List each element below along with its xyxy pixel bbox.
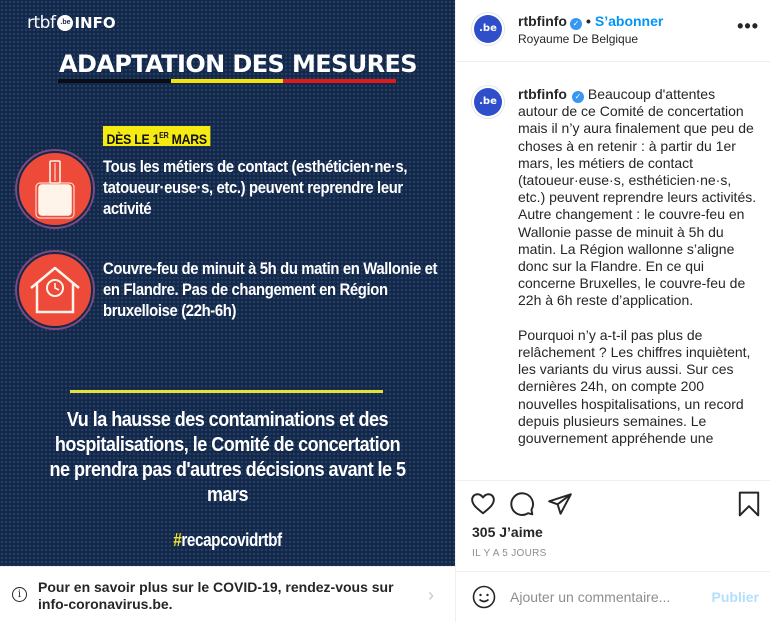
date-tag-suffix: MARS	[168, 131, 207, 147]
logo-badge: .be	[57, 15, 73, 31]
hashtag-text: recapcovidrtbf	[181, 530, 282, 550]
flag-stripe-yellow	[171, 79, 284, 83]
logo-brand: rtbf	[27, 13, 56, 33]
image-headline: ADAPTATION DES MESURES	[59, 50, 417, 78]
house-clock-icon	[17, 252, 93, 328]
heart-icon[interactable]	[470, 491, 496, 517]
info-icon: i	[12, 587, 27, 602]
post-caption	[518, 86, 758, 464]
image-conclusion: Vu la hausse des contaminations et des hospitalisations, le Comité de concertation ne prendra pas d'autres décisions avant le 5 mars	[49, 408, 406, 506]
measure-curfew: Couvre-feu de minuit à 5h du matin en Wallonie et en Flandre. Pas de changement en Région bruxelloise (22h-6h)	[103, 260, 438, 320]
verified-badge-icon: ✓	[572, 91, 584, 103]
caption-paragraph: Pourquoi n’y a-t-il pas plus de relâchement ? Les chiffres inquiètent, les variants du virus aussi. Sur ces dernières 24h, on compte 200 nouvelles hospitalisations, un record depuis plusieurs semaines. Le gouvernement appréhende une	[518, 326, 751, 447]
more-options-icon[interactable]: •••	[737, 16, 759, 36]
hashtag-symbol: #	[173, 530, 182, 550]
logo-section: INFO	[74, 14, 116, 32]
image-hashtag	[34, 530, 421, 551]
caption-paragraph	[518, 86, 758, 310]
share-icon[interactable]	[547, 491, 573, 517]
verified-badge-icon: ✓	[570, 18, 582, 30]
bookmark-icon[interactable]	[736, 491, 762, 517]
caption-text-1: Beaucoup d'attentes autour de ce Comité de concertation mais il n’y aura finalement que peu de choses à en retenir : à partir du 1er mars, les métiers de contact (tatoueur·euse·s, esthéticien·ne·s, etc.) peuvent reprendre leurs activités. Autre changement : le couvre-feu en Wallonie passe de minuit à 5h du matin. La Région wallonne s’aligne donc sur la Flandre. En ce qui concerne Bruxelles, le couvre-feu de 22h à 6h reste d’application.	[518, 86, 757, 309]
date-tag	[103, 126, 210, 146]
belgian-flag-underline	[58, 79, 396, 83]
location-link[interactable]: Royaume De Belgique	[518, 32, 639, 46]
header-user-line	[518, 13, 663, 30]
avatar[interactable]: .be	[474, 15, 502, 43]
covid-info-text: Pour en savoir plus sur le COVID-19, rendez-vous sur info-coronavirus.be.	[38, 579, 394, 612]
post-header	[456, 0, 770, 62]
measure-contact-professions: Tous les métiers de contact (esthéticien·ne·s, tatoueur·euse·s, etc.) peuvent reprendre leur activité	[103, 158, 408, 218]
comment-input[interactable]	[510, 586, 700, 608]
flag-stripe-red	[283, 79, 396, 83]
post-timestamp[interactable]: IL Y A 5 JOURS	[472, 548, 547, 559]
comment-icon[interactable]	[509, 491, 535, 517]
publish-button[interactable]: Publier	[711, 589, 759, 605]
flag-stripe-black	[58, 79, 171, 83]
rtbf-info-logo	[27, 12, 116, 34]
comment-form	[456, 571, 770, 622]
username-link[interactable]: rtbfinfo	[518, 13, 567, 29]
follow-button[interactable]: S’abonner	[594, 13, 664, 29]
chevron-right-icon: ›	[428, 585, 434, 605]
caption-avatar[interactable]: .be	[474, 88, 502, 116]
covid-info-banner[interactable]	[0, 566, 455, 622]
nail-polish-icon	[17, 151, 93, 227]
divider-line	[70, 390, 383, 393]
post-sidebar	[455, 0, 770, 622]
caption-username-link[interactable]: rtbfinfo	[518, 86, 567, 102]
caption-scroll-area[interactable]	[456, 62, 770, 480]
post-actions	[456, 480, 770, 568]
likes-count[interactable]: 305 J’aime	[472, 524, 543, 540]
date-tag-prefix: DÈS LE 1	[106, 131, 160, 147]
separator-dot: •	[585, 13, 591, 29]
date-tag-superscript: ER	[159, 131, 169, 140]
emoji-icon[interactable]	[472, 585, 496, 609]
